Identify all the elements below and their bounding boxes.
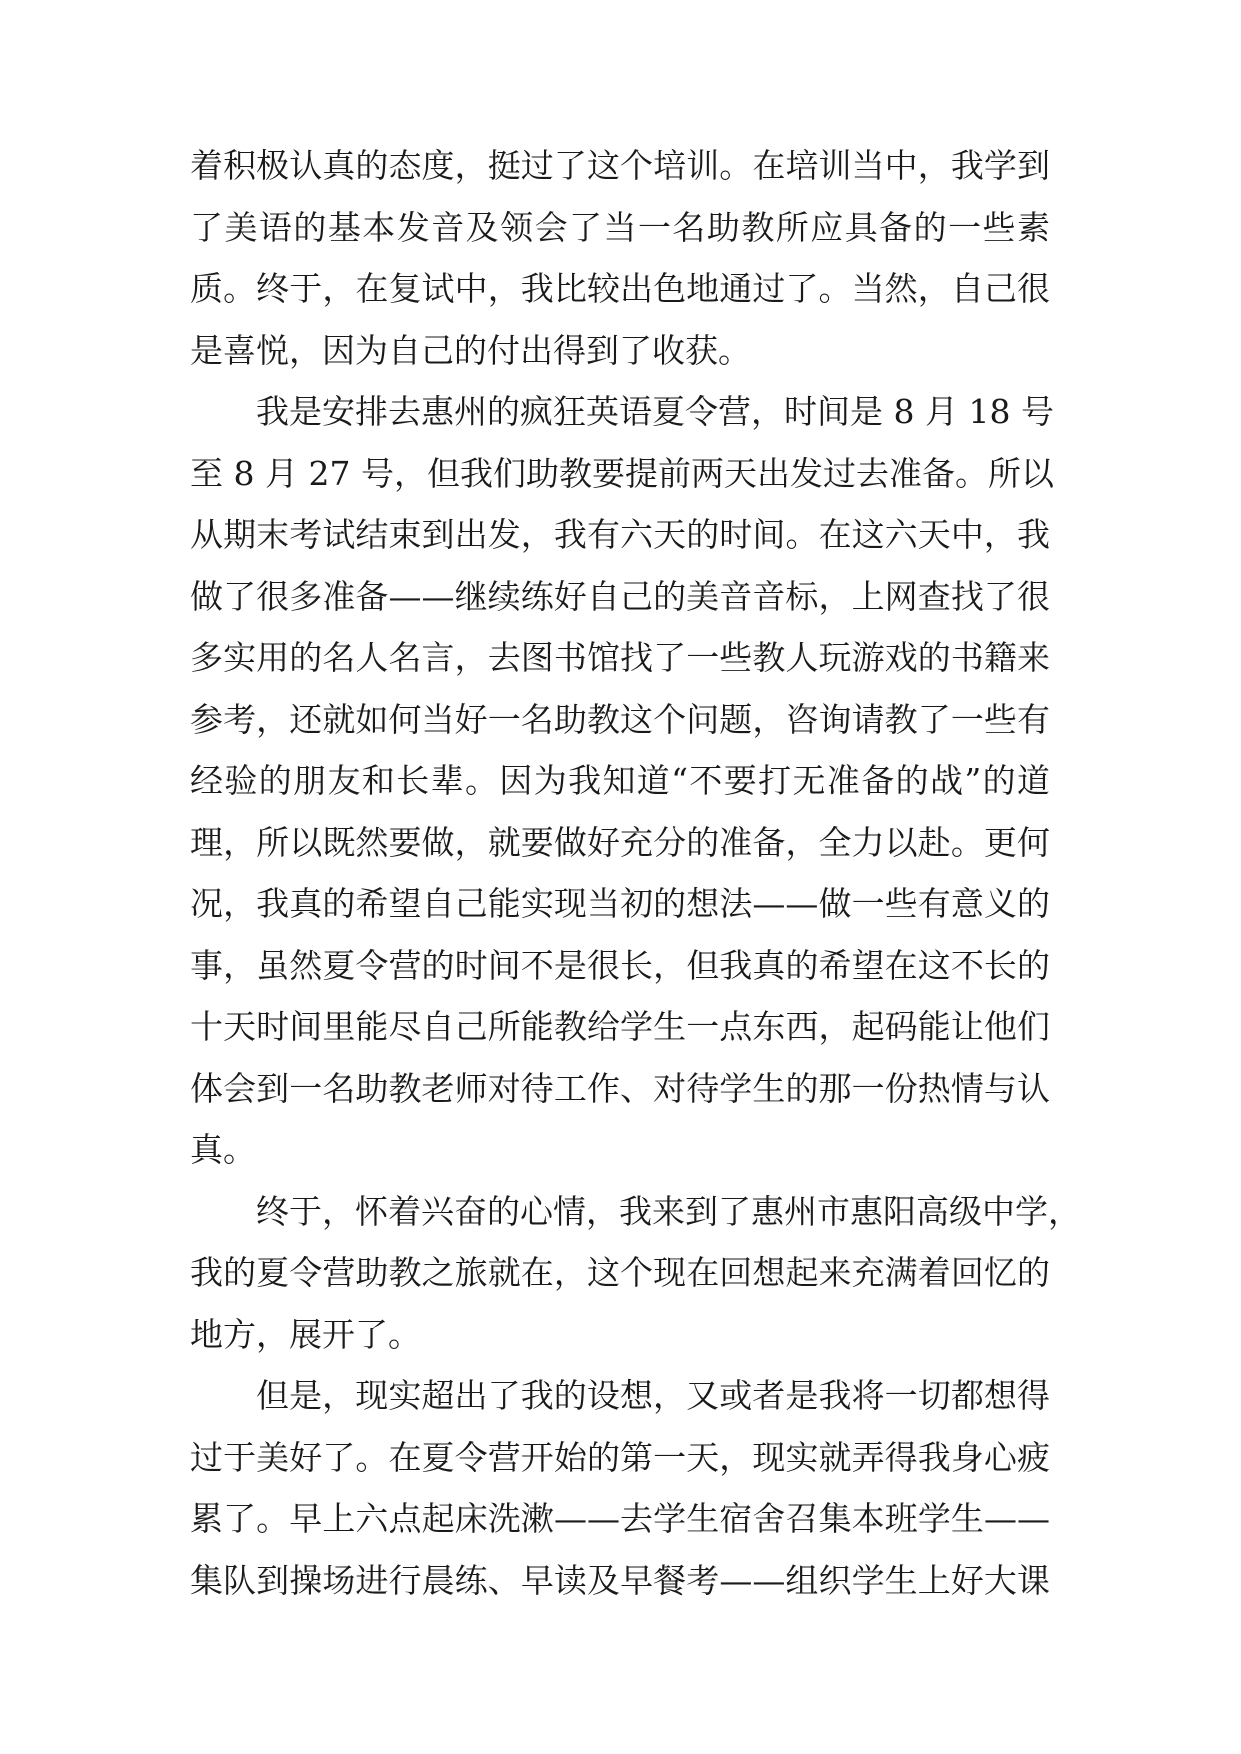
text-line: 我的夏令营助教之旅就在，这个现在回想起来充满着回忆的 <box>190 1253 1050 1292</box>
text-line: 累了。早上六点起床洗漱——去学生宿舍召集本班学生—— <box>190 1499 1050 1538</box>
text-line: 从期末考试结束到出发，我有六天的时间。在这六天中，我 <box>190 515 1050 554</box>
text-line: 地方，展开了。 <box>190 1314 421 1354</box>
document-body <box>190 135 1081 1611</box>
text-line: 着积极认真的态度，挺过了这个培训。在培训当中，我学到 <box>190 146 1050 185</box>
text-line: 多实用的名人名言，去图书馆找了一些教人玩游戏的书籍来 <box>190 638 1050 677</box>
text-line: 十天时间里能尽自己所能教给学生一点东西，起码能让他们 <box>190 1007 1050 1046</box>
text-line: 做了很多准备——继续练好自己的美音音标，上网查找了很 <box>190 576 1050 616</box>
text-line: 是喜悦，因为自己的付出得到了收获。 <box>190 330 751 370</box>
text-line: 过于美好了。在夏令营开始的第一天，现实就弄得我身心疲 <box>190 1437 1050 1477</box>
text-line: 集队到操场进行晨练、早读及早餐考——组织学生上好大课 <box>190 1560 1050 1600</box>
text-line: 体会到一名助教老师对待工作、对待学生的那一份热情与认 <box>190 1068 1050 1108</box>
text-line: 经验的朋友和长辈。因为我知道“不要打无准备的战”的道 <box>190 761 1050 800</box>
text-line: 真。 <box>190 1130 256 1169</box>
text-line: 理，所以既然要做，就要做好充分的准备，全力以赴。更何 <box>190 822 1050 862</box>
text-line: 终于，怀着兴奋的心情，我来到了惠州市惠阳高级中学， <box>256 1191 1081 1231</box>
text-line: 事，虽然夏令营的时间不是很长，但我真的希望在这不长的 <box>190 945 1050 985</box>
text-line: 但是，现实超出了我的设想，又或者是我将一切都想得 <box>256 1376 1050 1415</box>
text-line: 我是安排去惠州的疯狂英语夏令营，时间是 8 月 18 号 <box>256 392 1054 431</box>
text-line: 了美语的基本发音及领会了当一名助教所应具备的一些素 <box>190 207 1050 247</box>
text-line: 质。终于，在复试中，我比较出色地通过了。当然，自己很 <box>190 269 1050 308</box>
text-line: 参考，还就如何当好一名助教这个问题，咨询请教了一些有 <box>190 699 1050 739</box>
text-line: 至 8 月 27 号，但我们助教要提前两天出发过去准备。所以 <box>190 453 1054 493</box>
text-line: 况，我真的希望自己能实现当初的想法——做一些有意义的 <box>190 884 1050 923</box>
